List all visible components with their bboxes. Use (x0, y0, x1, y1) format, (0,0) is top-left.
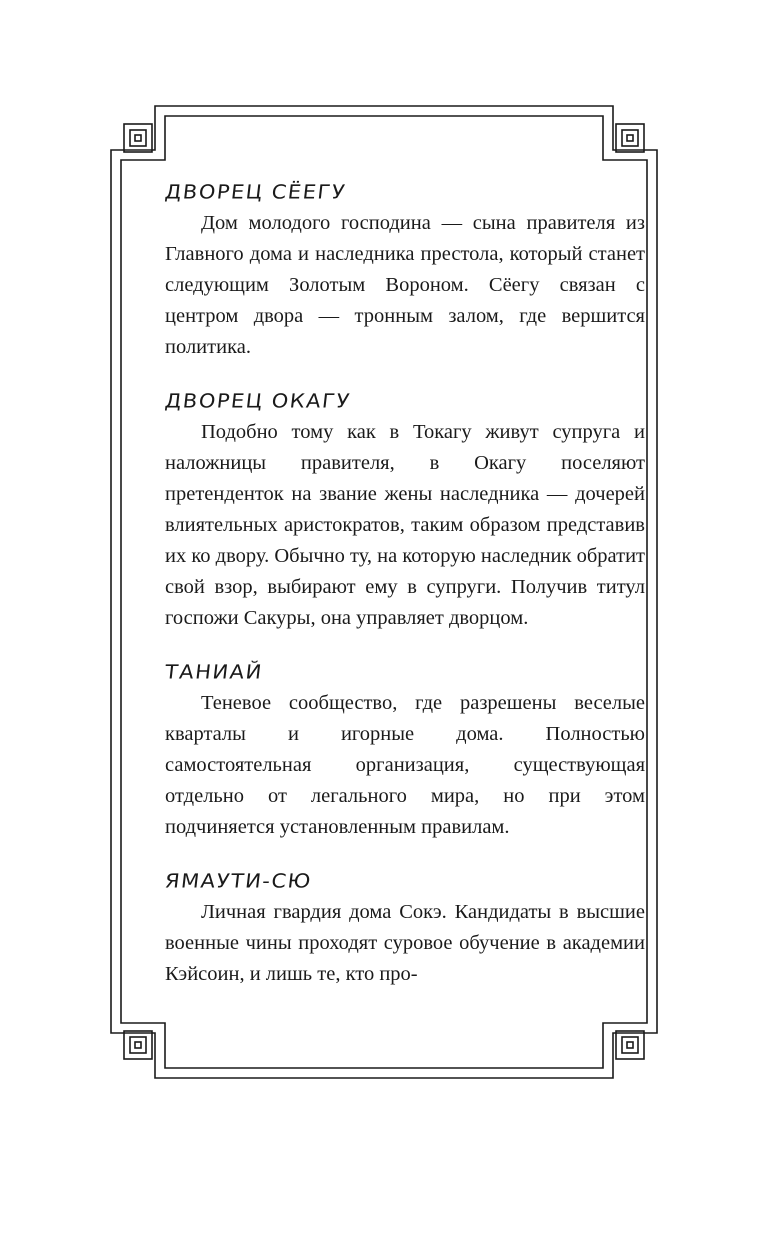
section-text: Подобно тому как в Токагу живут супруга и наложницы правителя, в Окагу поселяют претенденток на звание жены наследника — дочерей влиятельных аристократов, таким образом представив их ко двору. Обычно ту, на которую наследник обратит свой взор, выбирают ему в супруги. Получив титул госпожи Сакуры, она управляет дворцом. (165, 421, 645, 629)
page-content (165, 178, 645, 1014)
corner-ornament-bottom-right (616, 1031, 644, 1059)
section-syogu (165, 178, 645, 363)
section-okagu (165, 387, 645, 634)
section-text: Личная гвардия дома Сокэ. Кандидаты в высшие военные чины проходят суровое обучение в академии Кэйсоин, и лишь те, кто про- (165, 901, 645, 985)
section-text: Теневое сообщество, где разрешены веселые кварталы и игорные дома. Полностью самостоятельная организация, существующая отдельно от легального мира, но при этом подчиняется установленным правилам. (165, 692, 645, 838)
section-taniai (165, 658, 645, 843)
section-heading: ДВОРЕЦ ОКАГУ (163, 389, 352, 413)
corner-ornament-top-right (616, 124, 644, 152)
section-heading: ТАНИАЙ (163, 660, 265, 684)
corner-ornament-bottom-left (124, 1031, 152, 1059)
section-heading: ЯМАУТИ-СЮ (163, 869, 314, 893)
section-yamauti-syu (165, 867, 645, 990)
corner-ornament-top-left (124, 124, 152, 152)
section-heading: ДВОРЕЦ СЁЕГУ (163, 180, 348, 204)
section-text: Дом молодого господина — сына правителя из Главного дома и наследника престола, который станет следующим Золотым Вороном. Сёегу связан с центром двора — тронным залом, где вершится политика. (165, 212, 645, 358)
